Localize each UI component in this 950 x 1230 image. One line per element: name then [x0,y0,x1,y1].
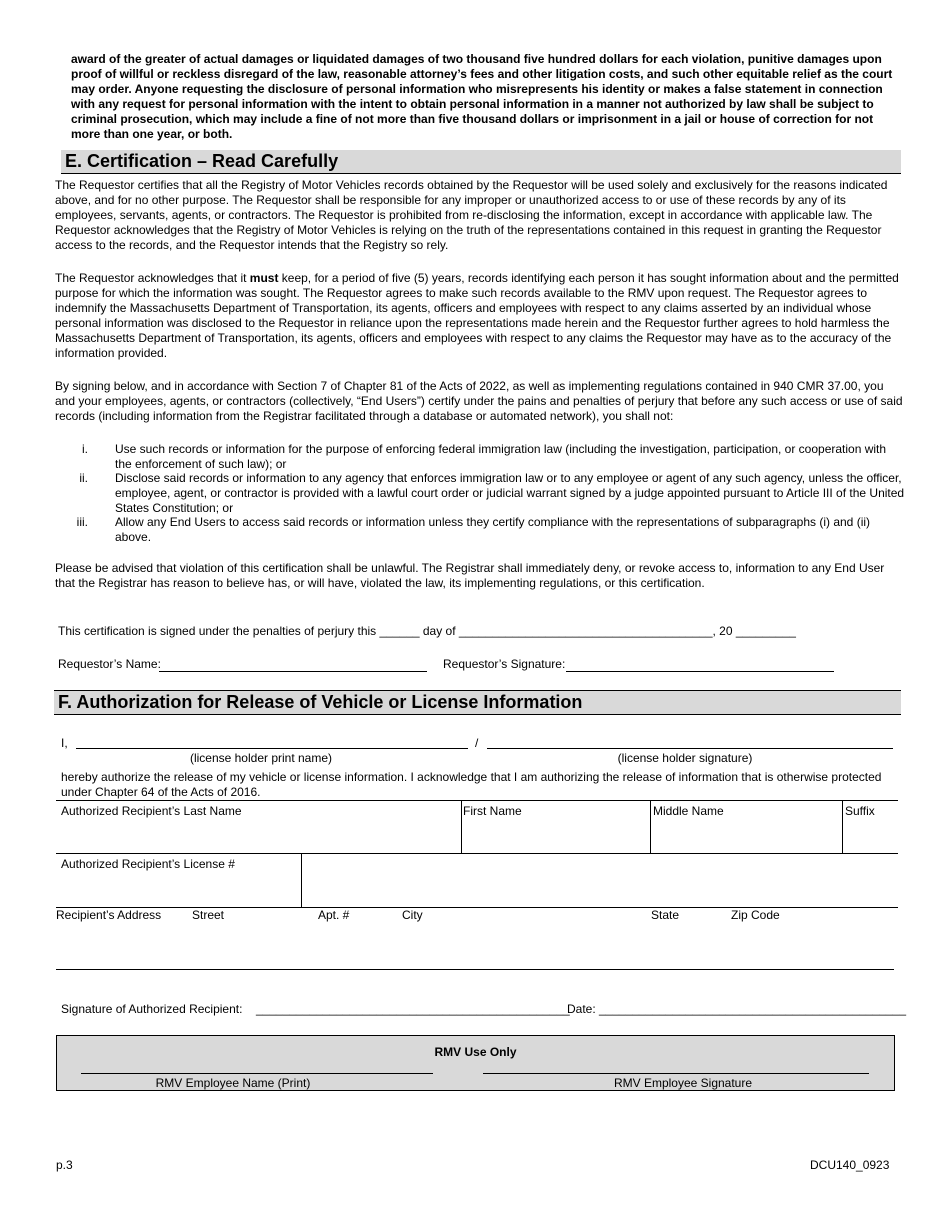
apt-label: Apt. # [318,908,350,922]
authorization-statement: hereby authorize the release of my vehicle or license information. I acknowledge that I am authorizing the release of information that is otherwise protected under Chapter 64 of the Acts of 2016. [61,770,882,799]
rmv-employee-signature-caption: RMV Employee Signature [613,1076,753,1090]
list-item: i. Use such records or information for the purpose of enforcing federal immigration law (including the investigation, participation, or cooperation with the enforcement of such law); or [82,442,887,471]
requestor-name-label: Requestor’s Name: [58,657,161,671]
address-field[interactable] [56,925,894,969]
recipient-signature-field[interactable]: _______________________________________________ [256,1002,570,1016]
perjury-date-line[interactable]: This certification is signed under the penalties of perjury this ______ day of ______________________________________, 20 _________ [58,624,796,638]
last-name-field[interactable] [58,818,458,850]
grid-line [842,800,843,853]
last-name-label: Authorized Recipient’s Last Name [61,804,242,818]
suffix-label: Suffix [845,804,875,818]
rmv-employee-name-caption: RMV Employee Name (Print) [155,1076,311,1090]
i-label: I, [61,736,68,750]
address-label: Recipient’s Address [56,908,162,922]
street-label: Street [192,908,225,922]
address-line [56,969,894,970]
rmv-use-only-title: RMV Use Only [434,1045,517,1059]
section-e-header [61,150,901,174]
rmv-employee-signature-field[interactable] [483,1073,869,1074]
print-name-caption: (license holder print name) [189,751,333,765]
recipient-signature-label: Signature of Authorized Recipient: [61,1002,243,1016]
certification-paragraph-3: By signing below, and in accordance with Section 7 of Chapter 81 of the Acts of 2022, as well as implementing regulations contained in 940 CMR 37.00, you and your employees, agents, or contractors (collectively, “End Users”) certify under the pains and penalties of perjury that before any such access or use of said records (including information from the Registrar facilitated through a database or automated network), you shall not: [55,379,903,423]
middle-name-label: Middle Name [653,804,724,818]
grid-line [650,800,651,853]
section-f-title: F. Authorization for Release of Vehicle or License Information [58,692,583,712]
date-label: Date: [567,1002,596,1016]
requestor-name-field[interactable] [159,671,427,672]
rmv-employee-name-field[interactable] [81,1073,433,1074]
first-name-field[interactable] [463,818,647,850]
requestor-signature-label: Requestor’s Signature: [443,657,566,671]
requestor-signature-field[interactable] [566,671,834,672]
suffix-field[interactable] [845,818,897,850]
grid-line [301,853,302,908]
zip-label: Zip Code [731,908,780,922]
license-number-label: Authorized Recipient’s License # [61,857,235,871]
license-number-field[interactable] [303,857,895,904]
state-label: State [651,908,680,922]
certification-paragraph-1: The Requestor certifies that all the Registry of Motor Vehicles records obtained by the Requestor will be used solely and exclusively for the reasons indicated above, and for no other purpose. The Requestor shall be responsible for any improper or unauthorized access to or use of these records by any of its employees, servants, agents, or contractors. The Requestor is prohibited from re-disclosing the information, except in accordance with applicable law. The Requestor acknowledges that the Registry of Motor Vehicles is relying on the truth of the representations contained in this request in granting the Requestor access to the records, and the Requestor intends that the Registry so rely. [55,178,888,252]
slash-separator: / [475,736,479,750]
grid-line [56,800,898,801]
page-number: p.3 [56,1158,73,1172]
certification-paragraph-2: The Requestor acknowledges that it must keep, for a period of five (5) years, records identifying each person it has sought information about and the permitted purpose for which the information was sought. The Requestor agrees to make such records available to the RMV upon request. The Requestor agrees to indemnify the Massachusetts Department of Transportation, its agents, officers and employees with respect to any claims asserted by an individual whose personal information was disclosed to the Requestor in reliance upon the representations made herein and the Requestor further agrees to hold harmless the Massachusetts Department of Transportation, its agents, officers and employees with respect to any claims the Requestor may have as to the accuracy of the information provided. [55,271,899,360]
signature-caption: (license holder signature) [617,751,753,765]
penalty-paragraph: award of the greater of actual damages or liquidated damages of two thousand five hundred dollars for each violation, punitive damages upon proof of willful or reckless disregard of the law, reasonable attorney’s fees and other litigation costs, and such other equitable relief as the court may order. Anyone requesting the disclosure of personal information who misrepresents his identity or makes a false statement in connection with any request for personal information with the intent to obtain personal information in a manner not authorized by law shall be subject to criminal prosecution, which may include a fine of not more than five thousand dollars or imprisonment in a jail or house of correction for not more than one year, or both. [71,52,893,141]
section-f-header [54,690,901,715]
license-holder-signature-field[interactable] [487,748,893,749]
city-label: City [402,908,423,922]
grid-line [56,853,898,854]
list-item: ii. Disclose said records or information to any agency that enforces immigration law or to any employee or agent of any such agency, unless the officer, employee, agent, or contractor is provided with a lawful court order or judicial warrant signed by a judge appointed pursuant to Article III of the United States Constitution; or [79,471,905,515]
form-code: DCU140_0923 [810,1158,890,1172]
grid-line [461,800,462,853]
middle-name-field[interactable] [653,818,839,850]
first-name-label: First Name [463,804,522,818]
date-field[interactable]: ______________________________________________ [599,1002,906,1016]
section-e-title: E. Certification – Read Carefully [65,151,339,171]
license-holder-print-name-field[interactable] [76,748,468,749]
list-item: iii. Allow any End Users to access said records or information unless they certify compliance with the representations of subparagraphs (i) and (ii) above. [76,515,871,544]
certification-paragraph-4: Please be advised that violation of this certification shall be unlawful. The Registrar shall immediately deny, or revoke access to, information to any End User that the Registrar has reason to believe has, or will have, violated the law, its implementing regulations, or this certification. [55,561,885,590]
